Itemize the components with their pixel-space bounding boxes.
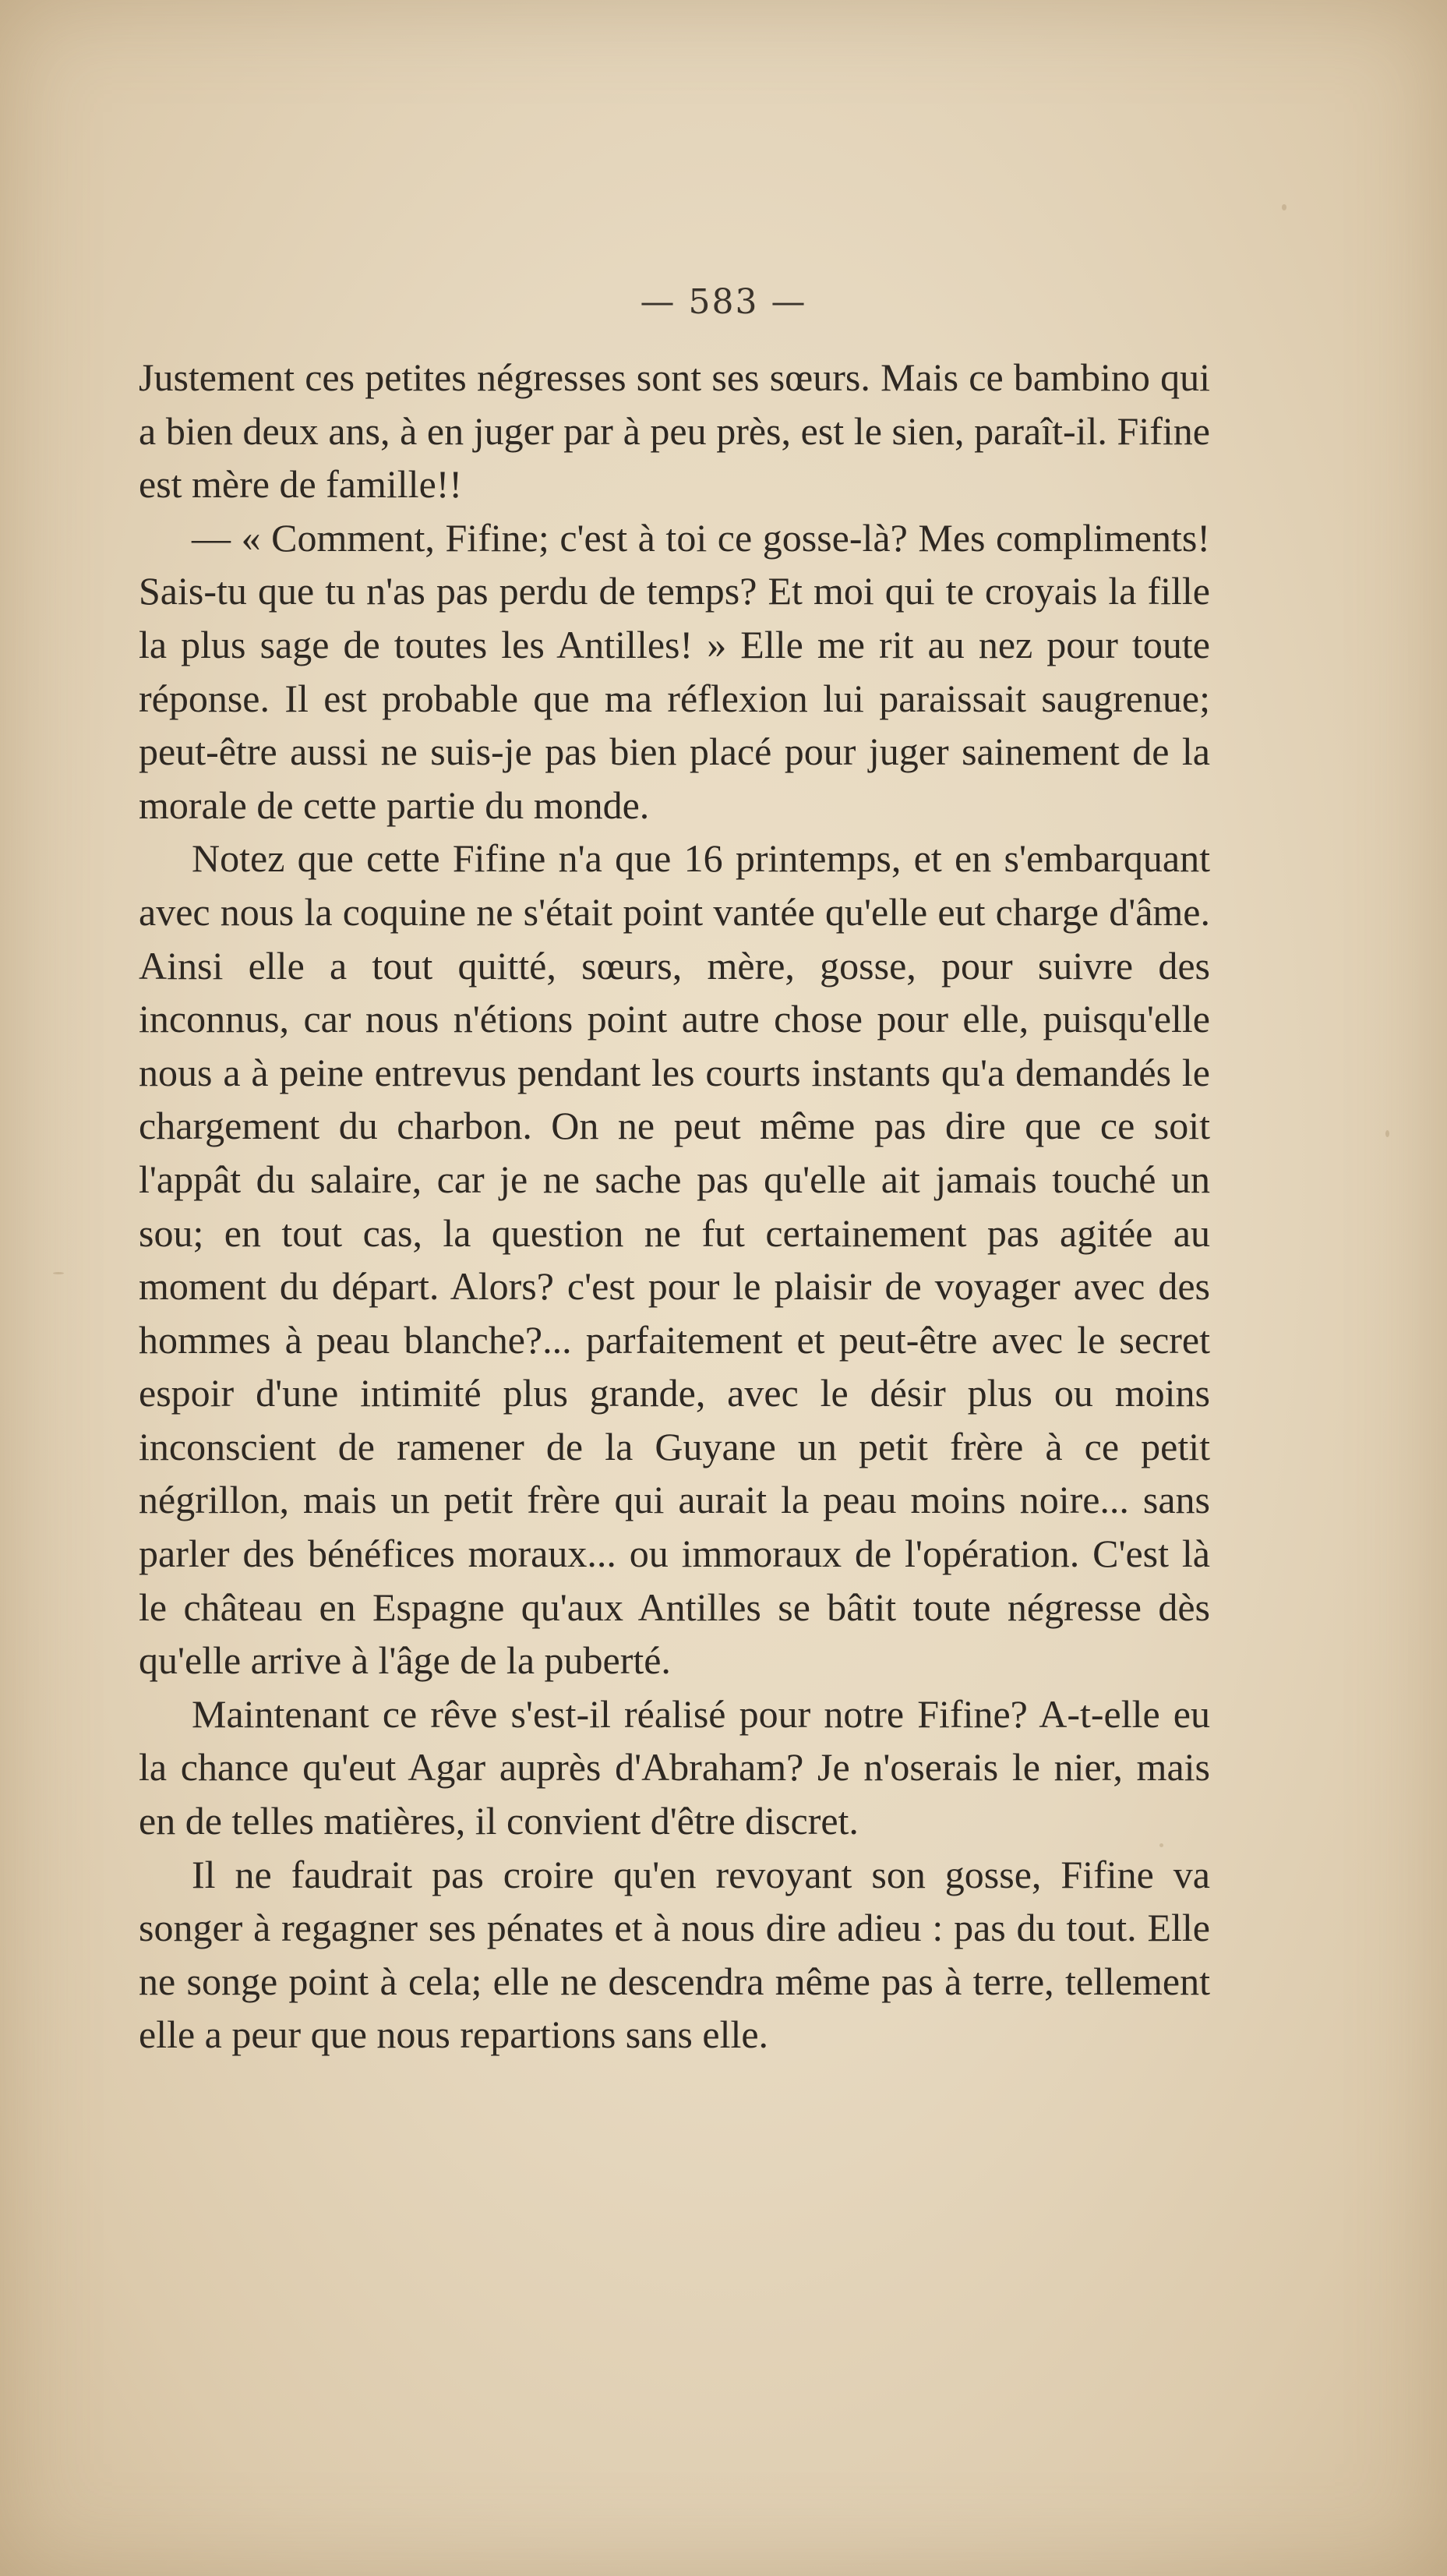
- paper-speck: [1282, 204, 1286, 210]
- paragraph-3: Notez que cette Fifine n'a que 16 printemps, et en s'embarquant avec nous la coquine ne s'était point vantée qu'elle eut charge d'âme. Ainsi elle a tout quitté, sœurs, mère, gosse, pour suivre des inconnus, car nous n'étions point autre chose pour elle, puisqu'elle nous a à peine entrevus pendant les courts instants qu'a demandés le chargement du charbon. On ne peut même pas dire que ce soit l'appât du salaire, car je ne sache pas qu'elle ait jamais touché un sou; en tout cas, la question ne fut certainement pas agitée au moment du départ. Alors? c'est pour le plaisir de voyager avec des hommes à peau blanche?... parfaitement et peut-être avec le secret espoir d'une intimité plus grande, avec le désir plus ou moins inconscient de ramener de la Guyane un petit frère à ce petit négrillon, mais un petit frère qui aurait la peau moins noire... sans parler des bénéfices moraux... ou immoraux de l'opération. C'est là le château en Espagne qu'aux Antilles se bâtit toute négresse dès qu'elle arrive à l'âge de la puberté.: [139, 836, 1210, 1683]
- page-number: — 583 —: [640, 282, 807, 322]
- paragraph-5: Il ne faudrait pas croire qu'en revoyant son gosse, Fifine va songer à regagner ses pénates et à nous dire adieu : pas du tout. Elle ne songe point à cela; elle ne descendra même pas à terre, tellement elle a peur que nous repartions sans elle.: [139, 1852, 1210, 2057]
- paragraph-2: — « Comment, Fifine; c'est à toi ce gosse-là? Mes compliments! Sais-tu que tu n'as pas perdu de temps? Et moi qui te croyais la fille la plus sage de toutes les Antilles! » Elle me rit au nez pour toute réponse. Il est probable que ma réflexion lui paraissait saugrenue; peut-être aussi ne suis-je pas bien placé pour juger sainement de la morale de cette partie du monde.: [139, 515, 1210, 827]
- paper-speck: [53, 1272, 64, 1274]
- body-text: [139, 351, 1210, 2062]
- paragraph-4: Maintenant ce rêve s'est-il réalisé pour notre Fifine? A-t-elle eu la chance qu'eut Agar auprès d'Abraham? Je n'oserais le nier, mais en de telles matières, il convient d'être discret.: [139, 1691, 1210, 1843]
- paper-speck: [1385, 1130, 1389, 1137]
- paragraph-1: Justement ces petites négresses sont ses sœurs. Mais ce bambino qui a bien deux ans, à en juger par à peu près, est le sien, paraît-il. Fifine est mère de famille!!: [139, 355, 1210, 507]
